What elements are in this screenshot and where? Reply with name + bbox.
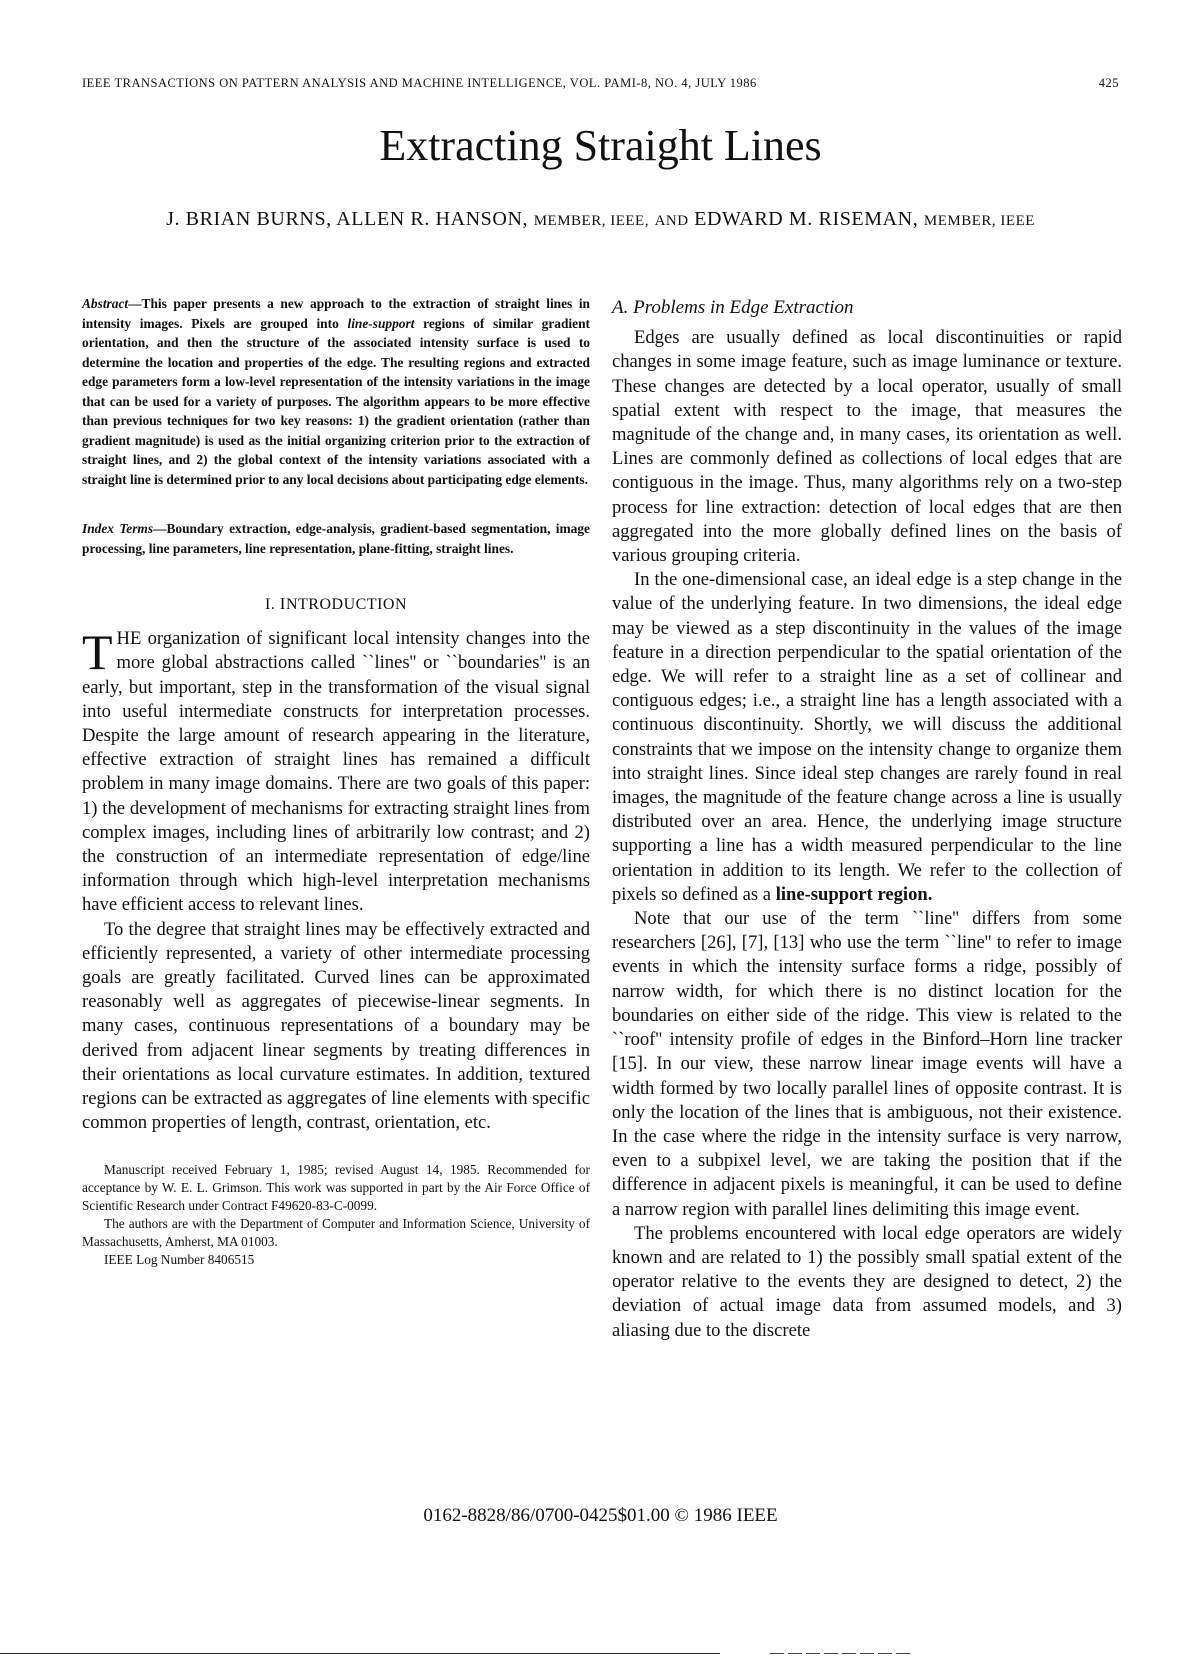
author-conjunction: AND — [654, 213, 689, 229]
footnotes — [82, 1161, 590, 1269]
left-column — [82, 294, 590, 1269]
subsection-heading: A. Problems in Edge Extraction — [612, 297, 854, 318]
index-terms — [82, 519, 590, 558]
intro-paragraph-1: THE organization of significant local intensity changes into the more global abstractions called ``lines'' or ``boundaries'' is an early, but important, step in the transformation of the visual signal into useful intermediate constructs for interpretation processes. Despite the large amount of research appearing in the literature, effective extraction of straight lines has remained a difficult problem in many image domains. There are two goals of this paper: 1) the development of mechanisms for extracting straight lines from complex images, including lines of arbitrarily low contrast; and 2) the construction of an intermediate representation of edge/line information through which high-level interpretation mechanisms have efficient access to relevant lines. — [82, 624, 590, 916]
abstract-label: Abstract — [82, 296, 129, 311]
section-a-paragraph-1: Edges are usually defined as local discontinuities or rapid changes in some image feature, such as image luminance or texture. These changes are detected by a local operator, usually of small spatial extent with respect to the image, that measures the magnitude of the change and, in many cases, its orientation as well. Lines are commonly defined as collections of local edges that are contiguous in the image. Thus, many algorithms rely on a two-step process for line extraction: detection of local edges that are then aggregated into the more globally defined lines on the basis of various grouping criteria. — [612, 327, 1122, 567]
author-hanson: ALLEN R. HANSON, — [336, 208, 529, 230]
section-a-paragraph-3: Note that our use of the term ``line'' differs from some researchers [26], [7], [13] who use the term ``line'' to refer to image events in which the intensity surface forms a ridge, possibly of narrow width, for which there is no distinct location for the boundaries on either side of the ridge. This view is related to the ``roof'' intensity profile of edges in the Binford–Horn line tracker [15]. In our view, these narrow linear image events will have a width formed by two locally parallel lines of opposite contrast. It is only the location of the lines that is ambiguous, not their existence. In the case where the ridge in the intensity surface is very narrow, even to a subpixel level, we are taking the position that if the difference in adjacent pixels is meaningful, it can be used to define a narrow region with parallel lines delimiting this image event. — [612, 908, 1122, 1220]
abstract-emphasis: line-support — [347, 315, 415, 331]
section-a-paragraph-2: In the one-dimensional case, an ideal edge is a step change in the value of the underlying feature. In two dimensions, the ideal edge may be viewed as a step discontinuity in the values of the image feature in a direction perpendicular to the spatial orientation of the edge. We will refer to a straight line as a set of collinear and contiguous edges; i.e., a straight line has a length associated with a continuous discontinuity. Shortly, we will discuss the additional constraints that we impose on the intensity change to organize them into straight lines. Since ideal step changes are rarely found in real images, the magnitude of the feature change across a line is usually distributed over an area. Hence, the underlying image structure supporting a line has a width measured perpendicular to the line orientation in addition to its length. We refer to the collection of pixels so defined as a line-support region. — [612, 569, 1122, 905]
right-column — [612, 296, 1122, 1343]
section-heading-introduction: I. INTRODUCTION — [264, 594, 408, 613]
intro-paragraph-2: To the degree that straight lines may be effectively extracted and efficiently represented, a variety of other intermediate processing goals are greatly facilitated. Curved lines can be approximated reasonably well as aggregates of piecewise-linear segments. In many cases, continuous representations of a boundary may be derived from adjacent linear segments by treating differences in their orientations as local curvature estimates. In addition, textured regions can be extracted as aggregates of line elements with specific common properties of length, contrast, orientation, etc. — [82, 918, 591, 1134]
journal-header: IEEE TRANSACTIONS ON PATTERN ANALYSIS AND MACHINE INTELLIGENCE, VOL. PAMI-8, NO. 4, JULY 1986 — [82, 76, 757, 90]
author-riseman-role: MEMBER, IEEE — [923, 213, 1035, 229]
author-burns: J. BRIAN BURNS, — [166, 208, 332, 230]
copyright-footer: 0162-8828/86/0700-0425$01.00 © 1986 IEEE — [423, 1505, 778, 1526]
section-a-paragraph-4: The problems encountered with local edge operators are widely known and are related to 1) the possibly small spatial extent of the operator relative to the events they are designed to detect, 2) the deviation of actual image data from assumed models, and 3) aliasing due to the discrete — [612, 1222, 1122, 1341]
abstract-text-2: regions of similar gradient orientation, and then the structure of the associated intensity surface is used to determine the location and properties of the edge. The resulting regions and extracted edge parameters form a low-level representation of the intensity variations in the image that can be used for a variety of purposes. The algorithm appears to be more effective than previous techniques for two key reasons: 1) the gradient orientation (rather than gradient magnitude) is used as the initial organizing criterion prior to the extraction of straight lines, and 2) the global context of the intensity variations associated with a straight line is determined prior to any local decisions about participating edge elements. — [82, 315, 591, 487]
scan-edge — [0, 1649, 1201, 1657]
index-terms-text: —Boundary extraction, edge-analysis, gradient-based segmentation, image processing, line parameters, line representation, plane-fitting, straight lines. — [82, 521, 590, 556]
paper-title: Extracting Straight Lines — [379, 121, 822, 170]
scan-dashes — [770, 1653, 910, 1654]
author-riseman: EDWARD M. RISEMAN, — [694, 208, 919, 230]
footnote-manuscript: Manuscript received February 1, 1985; revised August 14, 1985. Recommended for acceptance by W. E. L. Grimson. This work was supported in part by the Air Force Office of Scientific Research under Contract F49620-83-C-0099. — [82, 1162, 590, 1214]
abstract — [82, 294, 590, 489]
author-line — [60, 208, 1141, 231]
footnote-affiliation: The authors are with the Department of Computer and Information Science, University of Massachusetts, Amherst, MA 01003. — [82, 1216, 590, 1250]
term-line-support: line-support region. — [775, 883, 933, 905]
running-head — [82, 76, 1119, 91]
page-number: 425 — [1098, 76, 1119, 90]
scan-line — [0, 1653, 720, 1654]
abstract-text-1: —This paper presents a new approach to the extraction of straight lines in intensity images. Pixels are grouped into — [82, 296, 590, 331]
author-hanson-role: MEMBER, IEEE, — [533, 213, 649, 229]
drop-cap: T — [82, 624, 113, 681]
index-terms-label: Index Terms — [82, 521, 154, 536]
footnote-log-number: IEEE Log Number 8406515 — [104, 1252, 255, 1268]
